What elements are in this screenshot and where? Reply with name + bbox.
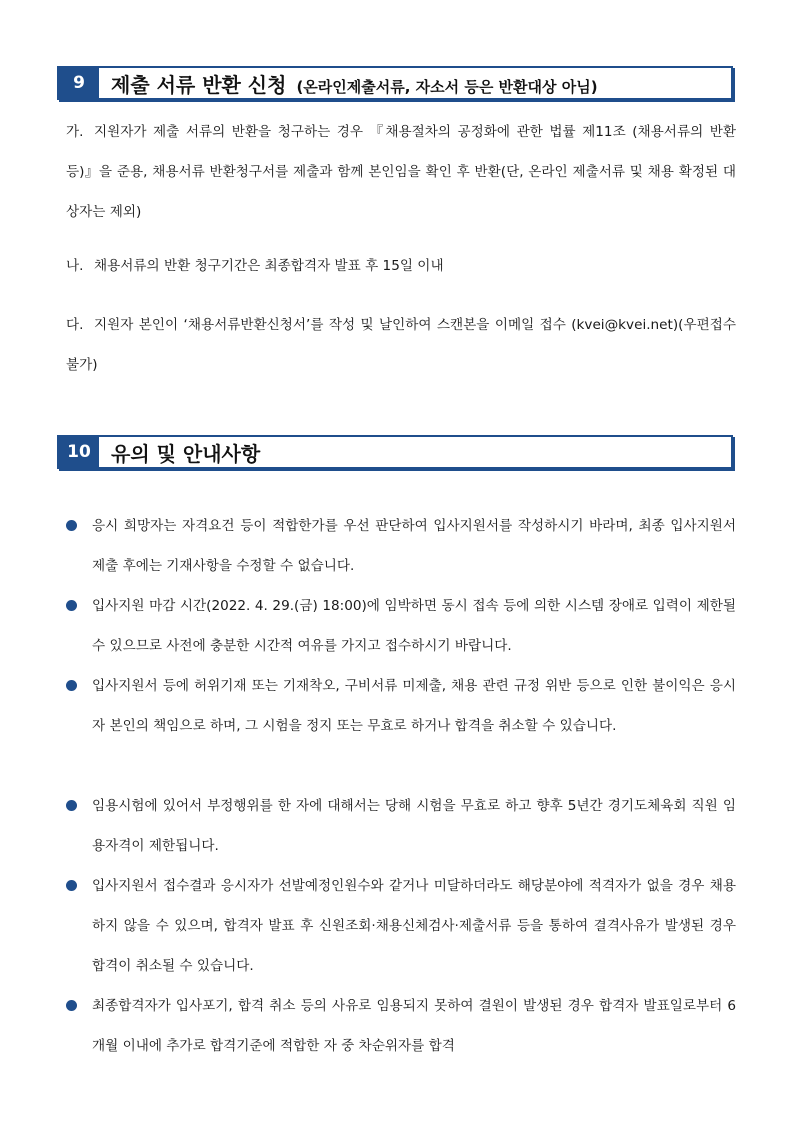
list-item — [66, 506, 736, 586]
item-marker: 나. — [66, 258, 84, 274]
section-number: 10 — [59, 437, 99, 467]
bullet-icon — [66, 800, 77, 811]
item-text: 임용시험에 있어서 부정행위를 한 자에 대해서는 당해 시험을 무효로 하고 향후 5년간 경기도체육회 직원 임용자격이 제한됩니다. — [92, 798, 736, 854]
list-item — [66, 866, 736, 986]
list-item — [66, 305, 736, 385]
list-item — [66, 586, 736, 666]
section-10-header — [57, 435, 733, 469]
list-item — [66, 112, 736, 232]
item-text: 지원자가 제출 서류의 반환을 청구하는 경우 『채용절차의 공정화에 관한 법률 제11조 (채용서류의 반환 등)』을 준용, 채용서류 반환청구서를 제출과 함께 본인임을 확인 후 반환(단, 온라인 제출서류 및 채용 확정된 대상자는 제외) — [66, 124, 736, 220]
bullet-icon — [66, 1000, 77, 1011]
item-text: 입사지원서 접수결과 응시자가 선발예정인원수와 같거나 미달하더라도 해당분야에 적격자가 없을 경우 채용하지 않을 수 있으며, 합격자 발표 후 신원조회·채용신체검사·제출서류 등을 통하여 결격사유가 발생된 경우 합격이 취소될 수 있습니다. — [92, 878, 736, 974]
item-text: 지원자 본인이 ‘채용서류반환신청서’를 작성 및 날인하여 스캔본을 이메일 접수 (kvei@kvei.net)(우편접수 불가) — [66, 317, 736, 373]
item-text: 채용서류의 반환 청구기간은 최종합격자 발표 후 15일 이내 — [94, 258, 444, 274]
section-subtitle: (온라인제출서류, 자소서 등은 반환대상 아님) — [296, 77, 598, 96]
bullet-icon — [66, 600, 77, 611]
item-text: 입사지원 마감 시간(2022. 4. 29.(금) 18:00)에 임박하면 동시 접속 등에 의한 시스템 장애로 입력이 제한될 수 있으므로 사전에 충분한 시간적 여유를 가지고 접수하시기 바랍니다. — [92, 598, 736, 654]
item-text: 입사지원서 등에 허위기재 또는 기재착오, 구비서류 미제출, 채용 관련 규정 위반 등으로 인한 불이익은 응시자 본인의 책임으로 하며, 그 시험을 정지 또는 무효로 하거나 합격을 취소할 수 있습니다. — [92, 678, 736, 734]
section-number: 9 — [59, 68, 99, 98]
bullet-icon — [66, 680, 77, 691]
item-marker: 가. — [66, 124, 84, 140]
list-item — [66, 246, 736, 286]
bullet-icon — [66, 520, 77, 531]
item-text: 최종합격자가 입사포기, 합격 취소 등의 사유로 임용되지 못하여 결원이 발생된 경우 합격자 발표일로부터 6개월 이내에 추가로 합격기준에 적합한 자 중 차순위자를 합격 — [92, 998, 736, 1054]
bullet-icon — [66, 880, 77, 891]
item-marker: 다. — [66, 317, 84, 333]
section-title: 유의 및 안내사항 — [111, 441, 261, 466]
section-9-header — [57, 66, 733, 100]
section-title: 제출 서류 반환 신청 (온라인제출서류, 자소서 등은 반환대상 아님) — [111, 72, 598, 97]
list-item — [66, 986, 736, 1066]
list-item — [66, 786, 736, 866]
list-item — [66, 666, 736, 746]
item-text: 응시 희망자는 자격요건 등이 적합한가를 우선 판단하여 입사지원서를 작성하시기 바라며, 최종 입사지원서 제출 후에는 기재사항을 수정할 수 없습니다. — [92, 518, 736, 574]
